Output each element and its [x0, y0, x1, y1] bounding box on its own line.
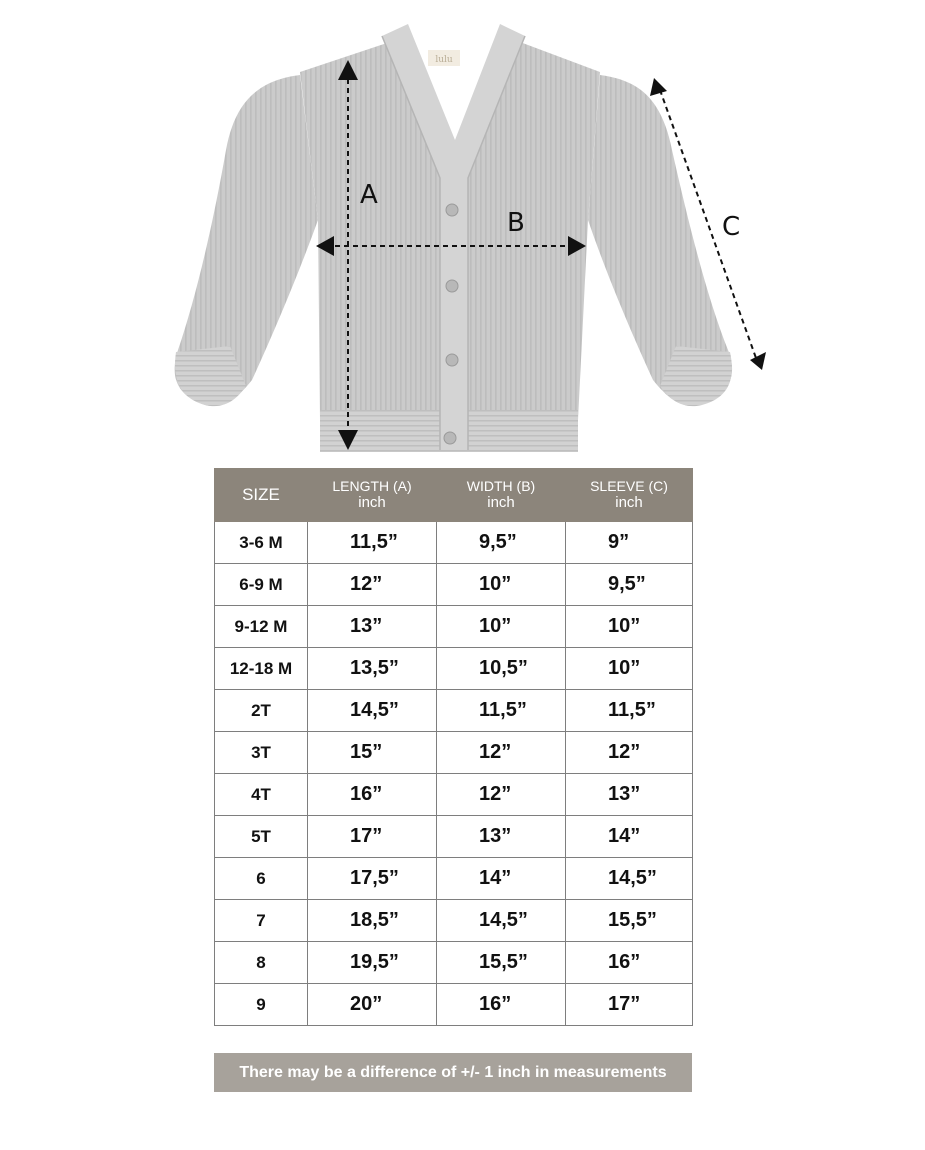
sleeve-cell: 11,5” — [566, 690, 693, 732]
header-sleeve: SLEEVE (C) inch — [566, 469, 693, 522]
table-row — [215, 942, 693, 984]
table-row — [215, 984, 693, 1026]
size-chart-table — [214, 468, 693, 1026]
sleeve-cell: 14,5” — [566, 858, 693, 900]
size-chart-body — [215, 522, 693, 1026]
size-cell: 4T — [215, 774, 308, 816]
measurement-note: There may be a difference of +/- 1 inch in measurements — [214, 1053, 692, 1092]
dimension-a-label: A — [360, 180, 378, 210]
length-cell: 13,5” — [308, 648, 437, 690]
table-row — [215, 774, 693, 816]
size-cell: 3T — [215, 732, 308, 774]
size-cell: 8 — [215, 942, 308, 984]
header-width: WIDTH (B) inch — [437, 469, 566, 522]
width-cell: 10” — [437, 564, 566, 606]
width-cell: 13” — [437, 816, 566, 858]
width-cell: 10” — [437, 606, 566, 648]
length-cell: 20” — [308, 984, 437, 1026]
size-cell: 2T — [215, 690, 308, 732]
size-cell: 6 — [215, 858, 308, 900]
sleeve-cell: 9,5” — [566, 564, 693, 606]
length-cell: 12” — [308, 564, 437, 606]
length-cell: 16” — [308, 774, 437, 816]
size-cell: 5T — [215, 816, 308, 858]
sleeve-cell: 9” — [566, 522, 693, 564]
width-cell: 10,5” — [437, 648, 566, 690]
length-cell: 15” — [308, 732, 437, 774]
table-row — [215, 648, 693, 690]
size-cell: 9-12 M — [215, 606, 308, 648]
table-row — [215, 900, 693, 942]
width-cell: 12” — [437, 732, 566, 774]
size-cell: 6-9 M — [215, 564, 308, 606]
header-size: SIZE — [215, 469, 308, 522]
size-cell: 12-18 M — [215, 648, 308, 690]
brand-tag-text: lulu — [435, 55, 453, 65]
sleeve-cell: 14” — [566, 816, 693, 858]
table-row — [215, 816, 693, 858]
sleeve-cell: 10” — [566, 606, 693, 648]
width-cell: 12” — [437, 774, 566, 816]
table-row — [215, 522, 693, 564]
table-row — [215, 732, 693, 774]
length-cell: 13” — [308, 606, 437, 648]
width-cell: 9,5” — [437, 522, 566, 564]
dimension-b-label: B — [507, 208, 525, 238]
length-cell: 17” — [308, 816, 437, 858]
sleeve-cell: 15,5” — [566, 900, 693, 942]
table-row — [215, 606, 693, 648]
dimension-c-label: C — [722, 212, 741, 242]
length-cell: 11,5” — [308, 522, 437, 564]
size-cell: 7 — [215, 900, 308, 942]
table-row — [215, 858, 693, 900]
size-chart-header — [215, 469, 693, 522]
sleeve-cell: 12” — [566, 732, 693, 774]
sleeve-cell: 13” — [566, 774, 693, 816]
width-cell: 11,5” — [437, 690, 566, 732]
length-cell: 19,5” — [308, 942, 437, 984]
header-length: LENGTH (A) inch — [308, 469, 437, 522]
length-cell: 17,5” — [308, 858, 437, 900]
size-cell: 3-6 M — [215, 522, 308, 564]
table-row — [215, 690, 693, 732]
width-cell: 15,5” — [437, 942, 566, 984]
length-cell: 14,5” — [308, 690, 437, 732]
table-row — [215, 564, 693, 606]
width-cell: 14,5” — [437, 900, 566, 942]
sleeve-cell: 17” — [566, 984, 693, 1026]
width-cell: 16” — [437, 984, 566, 1026]
cardigan-illustration — [0, 0, 925, 460]
sleeve-cell: 16” — [566, 942, 693, 984]
size-cell: 9 — [215, 984, 308, 1026]
sleeve-cell: 10” — [566, 648, 693, 690]
cardigan-image — [0, 0, 925, 460]
width-cell: 14” — [437, 858, 566, 900]
length-cell: 18,5” — [308, 900, 437, 942]
